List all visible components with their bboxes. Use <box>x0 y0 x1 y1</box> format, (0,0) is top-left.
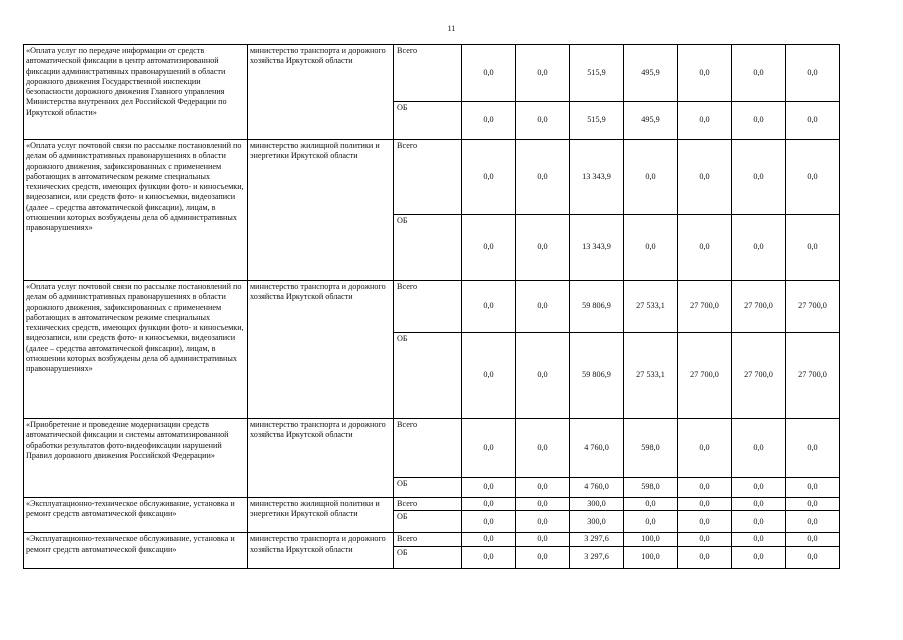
value-cell: 0,0 <box>516 511 570 533</box>
value-cell: 0,0 <box>678 102 732 140</box>
value-cell: 0,0 <box>678 45 732 102</box>
value-cell: 0,0 <box>786 140 840 215</box>
value-cell: 0,0 <box>732 215 786 281</box>
value-cell: 0,0 <box>624 511 678 533</box>
value-cell: 0,0 <box>462 333 516 419</box>
value-cell: 0,0 <box>678 419 732 478</box>
funding-type-total: Всего <box>394 281 462 333</box>
value-cell: 0,0 <box>462 478 516 498</box>
value-cell: 0,0 <box>678 140 732 215</box>
value-cell: 0,0 <box>462 533 516 546</box>
value-cell: 59 806,9 <box>570 281 624 333</box>
value-cell: 0,0 <box>732 533 786 546</box>
value-cell: 0,0 <box>732 478 786 498</box>
value-cell: 598,0 <box>624 478 678 498</box>
value-cell: 0,0 <box>462 281 516 333</box>
value-cell: 0,0 <box>516 45 570 102</box>
value-cell: 0,0 <box>732 511 786 533</box>
value-cell: 0,0 <box>732 45 786 102</box>
value-cell: 0,0 <box>732 102 786 140</box>
value-cell: 27 700,0 <box>678 333 732 419</box>
funding-type-total: Всего <box>394 140 462 215</box>
value-cell: 0,0 <box>786 511 840 533</box>
value-cell: 0,0 <box>516 140 570 215</box>
value-cell: 27 700,0 <box>732 333 786 419</box>
measure-name-cell: «Эксплуатационно-техническое обслуживание, установка и ремонт средств автоматической фиксации» <box>24 533 248 568</box>
value-cell: 59 806,9 <box>570 333 624 419</box>
table-row <box>24 281 840 333</box>
value-cell: 0,0 <box>462 215 516 281</box>
value-cell: 0,0 <box>678 498 732 511</box>
value-cell: 0,0 <box>516 281 570 333</box>
value-cell: 0,0 <box>462 511 516 533</box>
value-cell: 300,0 <box>570 511 624 533</box>
funding-type-ob: ОБ <box>394 546 462 568</box>
value-cell: 598,0 <box>624 419 678 478</box>
value-cell: 27 533,1 <box>624 281 678 333</box>
funding-type-total: Всего <box>394 533 462 546</box>
executor-cell: министерство транспорта и дорожного хозяйства Иркутской области <box>248 45 394 140</box>
value-cell: 0,0 <box>462 498 516 511</box>
value-cell: 0,0 <box>462 102 516 140</box>
value-cell: 515,9 <box>570 102 624 140</box>
measure-name-cell: «Оплата услуг почтовой связи по рассылке постановлений по делам об административных правонарушениях в области дорожного движения, зафиксированных с применением работающих в автоматическом режиме специальных технических средств, имеющих функции фото- и киносъемки, видеозаписи, или средств фото- и киносъемки, видеозаписи (далее – средства автоматической фиксации), лицам, в отношении которых возбуждены дела об административных правонарушениях» <box>24 140 248 281</box>
value-cell: 0,0 <box>786 546 840 568</box>
value-cell: 0,0 <box>786 498 840 511</box>
value-cell: 0,0 <box>678 511 732 533</box>
value-cell: 0,0 <box>516 533 570 546</box>
value-cell: 0,0 <box>732 498 786 511</box>
value-cell: 0,0 <box>516 498 570 511</box>
table-body <box>24 45 840 569</box>
value-cell: 0,0 <box>786 215 840 281</box>
funding-type-ob: ОБ <box>394 333 462 419</box>
value-cell: 0,0 <box>732 546 786 568</box>
executor-cell: министерство транспорта и дорожного хозяйства Иркутской области <box>248 419 394 498</box>
value-cell: 0,0 <box>462 419 516 478</box>
value-cell: 0,0 <box>678 533 732 546</box>
value-cell: 3 297,6 <box>570 546 624 568</box>
value-cell: 0,0 <box>516 102 570 140</box>
value-cell: 13 343,9 <box>570 140 624 215</box>
value-cell: 4 760,0 <box>570 478 624 498</box>
page-number: 11 <box>447 24 456 33</box>
value-cell: 4 760,0 <box>570 419 624 478</box>
value-cell: 495,9 <box>624 45 678 102</box>
value-cell: 0,0 <box>516 419 570 478</box>
value-cell: 0,0 <box>786 533 840 546</box>
value-cell: 0,0 <box>678 546 732 568</box>
value-cell: 0,0 <box>786 478 840 498</box>
table-row <box>24 45 840 102</box>
value-cell: 27 700,0 <box>732 281 786 333</box>
table-row <box>24 140 840 215</box>
value-cell: 0,0 <box>732 140 786 215</box>
funding-type-ob: ОБ <box>394 478 462 498</box>
value-cell: 0,0 <box>462 140 516 215</box>
value-cell: 0,0 <box>786 45 840 102</box>
value-cell: 515,9 <box>570 45 624 102</box>
funding-type-ob: ОБ <box>394 102 462 140</box>
measure-name-cell: «Эксплуатационно-техническое обслуживание, установка и ремонт средств автоматической фиксации» <box>24 498 248 533</box>
executor-cell: министерство транспорта и дорожного хозяйства Иркутской области <box>248 533 394 568</box>
value-cell: 100,0 <box>624 533 678 546</box>
table-row <box>24 419 840 478</box>
value-cell: 27 533,1 <box>624 333 678 419</box>
budget-table <box>23 44 840 569</box>
funding-type-total: Всего <box>394 45 462 102</box>
value-cell: 13 343,9 <box>570 215 624 281</box>
value-cell: 27 700,0 <box>678 281 732 333</box>
funding-type-ob: ОБ <box>394 511 462 533</box>
funding-type-total: Всего <box>394 419 462 478</box>
measure-name-cell: «Приобретение и проведение модернизации средств автоматической фиксации и системы автоматизированной обработки результатов фото-видеофиксации нарушений Правил дорожного движения Российской Федерации» <box>24 419 248 498</box>
value-cell: 0,0 <box>732 419 786 478</box>
value-cell: 0,0 <box>462 45 516 102</box>
value-cell: 300,0 <box>570 498 624 511</box>
value-cell: 0,0 <box>516 478 570 498</box>
value-cell: 27 700,0 <box>786 281 840 333</box>
value-cell: 0,0 <box>786 419 840 478</box>
funding-type-total: Всего <box>394 498 462 511</box>
measure-name-cell: «Оплата услуг по передаче информации от средств автоматической фиксации в центр автоматизированной фиксации административных правонарушений в области дорожного движения Государственной инспекции безопасности дорожного движения Главного управления Министерства внутренних дел Российской Федерации по Иркутской области» <box>24 45 248 140</box>
value-cell: 0,0 <box>516 546 570 568</box>
value-cell: 495,9 <box>624 102 678 140</box>
measure-name-cell: «Оплата услуг почтовой связи по рассылке постановлений по делам об административных правонарушениях в области дорожного движения, зафиксированных с применением работающих в автоматическом режиме специальных технических средств, имеющих функции фото- и киносъемки, видеозаписи, или средств фото- и киносъемки, видеозаписи (далее – средства автоматической фиксации), лицам, в отношении которых возбуждены дела об административных правонарушениях» <box>24 281 248 419</box>
value-cell: 0,0 <box>462 546 516 568</box>
value-cell: 0,0 <box>786 102 840 140</box>
value-cell: 0,0 <box>624 215 678 281</box>
executor-cell: министерство транспорта и дорожного хозяйства Иркутской области <box>248 281 394 419</box>
funding-type-ob: ОБ <box>394 215 462 281</box>
executor-cell: министерство жилищной политики и энергетики Иркутской области <box>248 498 394 533</box>
value-cell: 0,0 <box>516 333 570 419</box>
table-row <box>24 533 840 546</box>
value-cell: 0,0 <box>516 215 570 281</box>
executor-cell: министерство жилищной политики и энергетики Иркутской области <box>248 140 394 281</box>
value-cell: 3 297,6 <box>570 533 624 546</box>
value-cell: 100,0 <box>624 546 678 568</box>
value-cell: 27 700,0 <box>786 333 840 419</box>
table-row <box>24 498 840 511</box>
value-cell: 0,0 <box>678 215 732 281</box>
value-cell: 0,0 <box>624 140 678 215</box>
value-cell: 0,0 <box>678 478 732 498</box>
value-cell: 0,0 <box>624 498 678 511</box>
